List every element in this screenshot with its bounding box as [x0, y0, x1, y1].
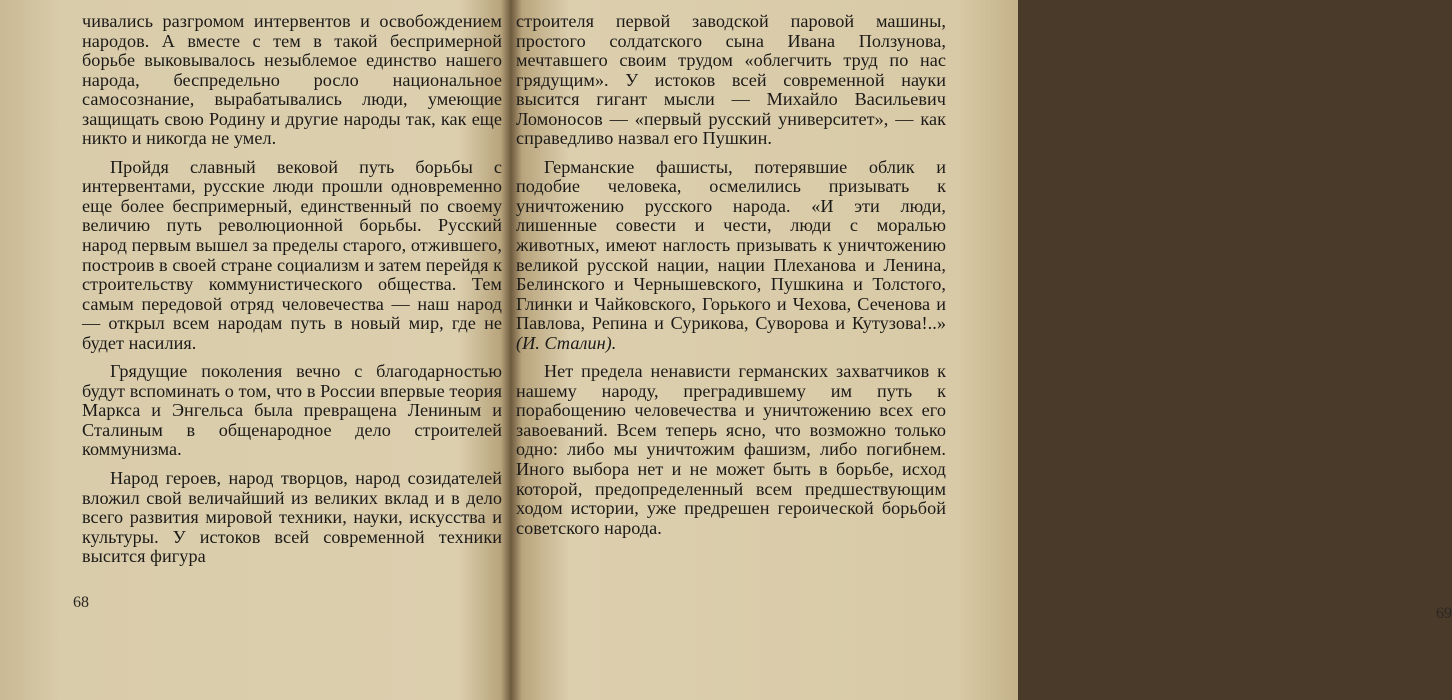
left-page-text: [82, 12, 502, 567]
right-page-text: [516, 12, 946, 538]
page-number: 68: [73, 594, 89, 611]
paragraph: Грядущие поколения вечно с благодарностью будут вспоминать о том, что в России впервые теория Маркса и Энгельса была превращена Лениным и Сталиным в общенародное дело строителей коммунизма.: [82, 361, 502, 460]
paragraph: Пройдя славный вековой путь борьбы с интервентами, русские люди прошли одновременно еще более беспримерный, единственный по своему величию путь революционной борьбы. Русский народ первым вышел за пределы старого, отжившего, построив в своей стране социализм и затем перейдя к строительству коммунистического общества. Тем самым передовой отряд человечества — наш народ — открыл всем народам путь в новый мир, где не будет насилия.: [82, 156, 502, 353]
left-page: [0, 0, 508, 700]
paragraph: чивались разгромом интервентов и освобождением народов. А вместе с тем в такой беспримерной борьбе выковывалось незыблемое единство нашего народа, беспредельно росло национальное самосознание, вырабатывались люди, умеющие защищать свою Родину и другие народы так, как еще никто и никогда не умел.: [82, 11, 502, 149]
quote-attribution: (И. Сталин).: [516, 332, 617, 353]
paragraph: Народ героев, народ творцов, народ созидателей вложил свой величайший из великих вклад и в дело всего развития мировой техники, науки, искусства и культуры. У истоков всей современной техники высится фигура: [82, 468, 502, 567]
paragraph: строителя первой заводской паровой машины, простого солдатского сына Ивана Ползунова, мечтавшего своим трудом «облегчить труд по нас грядущим». У истоков всей современной науки высится гигант мысли — Михайло Васильевич Ломоносов — «первый русский университет», — как справедливо назвал его Пушкин.: [516, 11, 946, 149]
paragraph: Нет предела ненависти германских захватчиков к нашему народу, преградившему им путь к порабощению человечества и уничтожению всех его завоеваний. Всем теперь ясно, что возможно только одно: либо мы уничтожим фашизм, либо погибнем. Иного выбора нет и не может быть в борьбе, исход которой, предопределенный всем предшествующим ходом истории, уже предрешен героической борьбой советского народа.: [516, 361, 946, 538]
page-number: 69: [1436, 605, 1452, 622]
quote-text: Германские фашисты, потерявшие облик и подобие человека, осмелились призывать к уничтожению русского народа. «И эти люди, лишенные совести и чести, люди с моралью животных, имеют наглость призывать к уничтожению великой русской нации, нации Плеханова и Ленина, Белинского и Чернышевского, Пушкина и Толстого, Глинки и Чайковского, Горького и Чехова, Сеченова и Павлова, Репина и Сурикова, Суворова и Кутузова!..»: [516, 156, 946, 334]
paragraph: [516, 158, 946, 353]
